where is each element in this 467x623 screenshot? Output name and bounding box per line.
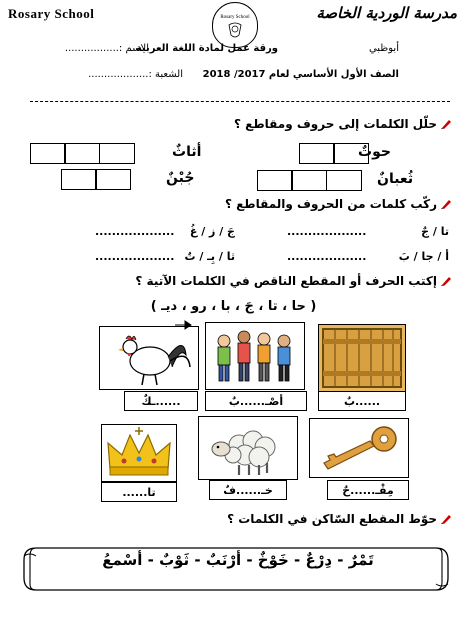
rooster-icon bbox=[100, 327, 198, 389]
arrow-icon bbox=[175, 316, 193, 335]
pencil-icon bbox=[440, 198, 452, 210]
city-label: أبوظبي bbox=[368, 43, 399, 54]
q2-blank-2[interactable]: ................... bbox=[95, 225, 175, 238]
caption-sheep[interactable]: خـ......فٌ bbox=[209, 480, 287, 500]
caption-friends[interactable]: أصْـ......بٌ bbox=[205, 391, 307, 411]
q2-item-2: جَ / ز / غُ bbox=[189, 225, 235, 238]
friends-picture bbox=[205, 322, 305, 390]
q1-word-3: ثُعبانٌ bbox=[377, 171, 414, 187]
school-logo bbox=[212, 2, 258, 48]
q2-item-1: تا / جٌ bbox=[421, 225, 449, 238]
q1-answer-boxes-4[interactable] bbox=[62, 169, 131, 190]
caption-crown[interactable]: تا...... bbox=[101, 482, 177, 502]
q3-title: إكتب الحرف أو المقطع الناقص في الكلمات الآتية ؟ bbox=[135, 274, 452, 288]
crown-picture bbox=[101, 424, 177, 482]
sheep-picture bbox=[198, 416, 298, 480]
q2-item-4: ثا / بِـ / تٌ bbox=[184, 250, 235, 263]
door-picture bbox=[318, 324, 406, 392]
q2-blank-3[interactable]: ................... bbox=[287, 250, 367, 263]
caption-key[interactable]: مِفْـ......حٌ bbox=[327, 480, 409, 500]
key-picture bbox=[309, 418, 409, 478]
pencil-icon bbox=[440, 513, 452, 525]
q2-title: ركّب كلمات من الحروف والمقاطع ؟ bbox=[225, 197, 452, 211]
name-field[interactable]: الاسم :................. bbox=[64, 43, 149, 54]
caption-door[interactable]: ......بٌ bbox=[318, 391, 406, 411]
q2-blank-1[interactable]: ................... bbox=[287, 225, 367, 238]
q4-words: تَمْرٌ - دِرْعٌ - خَوْخٌ - أرْنَبٌ - ثَوْبٌ - أسْمعُ bbox=[102, 551, 374, 569]
q2-blank-4[interactable]: ................... bbox=[95, 250, 175, 263]
q2-item-3: أ / جا / بَ bbox=[398, 250, 449, 263]
q1-title: حلّل الكلمات إلى حروف ومقاطع ؟ bbox=[234, 117, 452, 131]
q1-answer-boxes-3[interactable] bbox=[258, 170, 362, 191]
rooster-picture bbox=[99, 326, 199, 390]
school-name-english: Rosary School bbox=[8, 6, 95, 21]
q1-word-2: أثاثٌ bbox=[172, 144, 202, 160]
sheep-icon bbox=[199, 417, 297, 479]
friends-icon bbox=[206, 323, 304, 389]
pencil-icon bbox=[440, 118, 452, 130]
school-name-arabic: مدرسة الوردية الخاصة bbox=[316, 4, 457, 22]
grade-year: الصف الأول الأساسي لعام 2017/ 2018 bbox=[202, 69, 399, 80]
logo-text: Rosary School bbox=[220, 15, 250, 20]
header-divider bbox=[30, 101, 450, 102]
worksheet-title: ورقة عمل لمادة اللغة العربية bbox=[135, 43, 278, 54]
crown-icon bbox=[102, 425, 176, 481]
q4-title: حوّط المقطع السّاكن في الكلمات ؟ bbox=[227, 512, 452, 526]
key-icon bbox=[310, 419, 408, 477]
q1-word-1: حوتٌ bbox=[358, 144, 391, 160]
caption-rooster[interactable]: ......ـكٌ bbox=[124, 391, 198, 411]
logo-emblem bbox=[213, 3, 257, 47]
door-icon bbox=[319, 325, 405, 391]
q3-options: ( حا ، تا ، جَ ، با ، رو ، ديـ ) bbox=[150, 299, 317, 314]
q1-answer-boxes-2[interactable] bbox=[31, 143, 135, 164]
q1-word-4: جُبْنٌ bbox=[166, 170, 195, 186]
q1-answer-boxes-1[interactable] bbox=[300, 143, 369, 164]
section-field[interactable]: الشعبة :................... bbox=[88, 69, 183, 80]
pencil-icon bbox=[440, 275, 452, 287]
